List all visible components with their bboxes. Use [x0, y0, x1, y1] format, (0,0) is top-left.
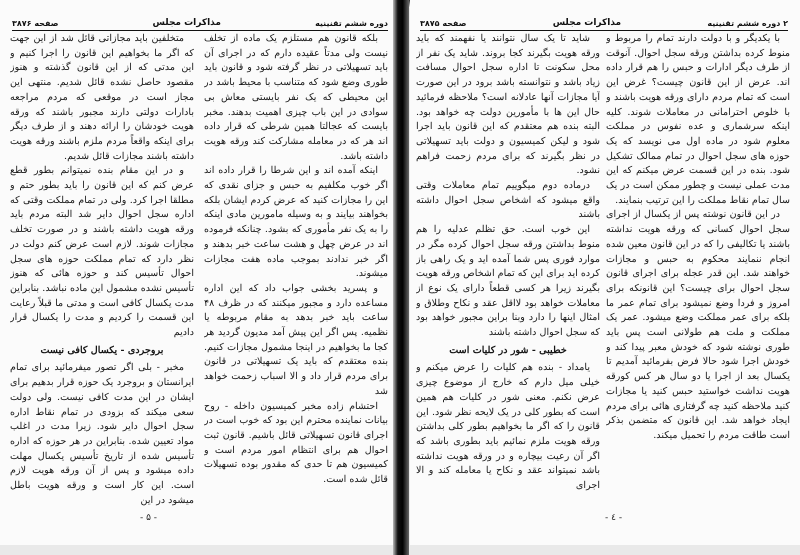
header-title: مذاکرات مجلس [152, 18, 221, 28]
page-header [12, 12, 388, 31]
paragraph: اینکه آمده اند و این شرطا را قرار داده اند اگر خوب مکلفیم به حبس و جزای نقدی که این را مجازات کنید که عرض کردم ایشان بلکه بخواهند بیایند و به وسیله مامورین مادی اینکه را به یک نفر مأموری که بشود. چنانکه فرموده اند در عرض چهل و هشت ساعت خبر بدهند و اگر خبر ندادند بموجب ماده هفت مجازات میشوند. [204, 165, 388, 280]
page-footer-number: - ٤ - [605, 513, 623, 523]
paragraph: بلکه قانون هم مستلزم یک ماده از تخلف نیست ولی مدتاً عقیده دارم که در اجرای آن باید تسهیلاتی در نظر گرفته شود و قانون باید طوری وضع شود که متناسب با محیط باشد در این محیطی که یک نفر بایستی معاش بی سوادی در این باب چیزی اهمیت بدهند. مخبر بایست که عجالتا همین شرطی که قرار داده اند هر که در معامله مشارکت کند ورقه هویت داشته باشد. [204, 33, 388, 162]
page-footer-number: - ۵ - [140, 513, 158, 523]
header-title: مذاکرات مجلس [552, 18, 622, 28]
section-heading: خطیبی - شور در کلیات است [449, 344, 567, 356]
paragraph: یامداد - بنده هم کلیات را عرض میکنم و خیلی میل دارم که خارج از موضوع چیزی عرض نکنم. معنی شور در کلیات هم همین است که بطور کلی در یک لایحه نظر شود. این قانون را که اگر ما بخواهیم بطور کلی بداشتن ورقه هویت ملزم نمائیم باید بطوری باشد که اگر آن رعیت بیچاره و در ورقه هویت نداشته باشد نمیتواند عقد و نکاح یا معامله کند و الا اجرای [416, 362, 600, 492]
header-page-number: صفحه ۳۸۷۵ [420, 19, 467, 28]
header-session: ۲ دوره ششم تقنینیه [707, 19, 788, 28]
paragraph: این خوب است. حق تظلم عدلیه را هم منوط بداشتن ورقه سجل احوال کرده مگر در موارد فوری پس شما آمده اید و یک راهی باز کرده اید برای این که تمام اشخاص ورقه هویت بگیرند زیرا هر کسی قطعاً دارای یک نوع از معاملات خواهد بود لااقل عقد و نکاح وطلاق و امثال اینها را دارد وبنا براین مجبور خواهد بود که سجل احوال داشته باشند [416, 224, 600, 339]
paragraph: مخبر - بلی اگر تصور میفرمائید برای تمام ایرانستان و بروجرد یک حوزه قرار بدهیم برای ایشان در این مدت کافی نیست. ولی دولت سعی میکند که بزودی در تمام نقاط اداره سجل احوال دایر شود. زیرا مدت در اغلب مواد تعیین شده. بنابراین در هر حوزه که اداره تأسیس شده از تاریخ تأسیس یکسال مهلت داده میشود و پس از آن ورقه هویت لازم است. این کار است و ورقه هویت باطل میشود در این [10, 362, 194, 506]
paragraph: و پسرید بخشی جواب داد که این اداره مساعده دارد و مجبور میکنند که در ظرف ۴۸ ساعت باید خبر بدهد به مقام مربوطه یا نظمیه. پس اگر این پیش آمد مدیون گردید هر کجا ما بخواهیم در اینجا مشمول مجازات کنیم. بنده معتقدم که باید یک تسهیلاتی در قانون برای مردم قرار داد و الا اسباب زحمت خواهد شد [204, 282, 388, 397]
section-heading: بروجردی - یکسال کافی نیست [40, 344, 164, 356]
paragraph: با یکدیگر و با دولت دارند تمام را مربوط و منوط کرده بداشتن ورقه سجل احوال. آنوقت از طرف دیگر ادارات و حبس را هم قرار داده اند. عرض از این قانون چیست؟ غرض این است که تمام مردم دارای ورقه هویت باشند و با خلوص احترامانی در معاملات شوند. کلیه اینکه سرشماری و عده نفوس در مملکت معلوم شود در ماده اول می نویسد که یک حوزه های سجل احوال در تمام ممالک تشکیل شود. بنده در این قسمت عرض میکنم که این مدت عملی نیست و چطور ممکن است در یک سال تمام نقاط مملکت را این ترتیب بنمایند. [606, 33, 790, 206]
right-page [410, 0, 800, 545]
paragraph: در این قانون نوشته پس از یکسال از اجرای سجل احوال کسانی که ورقه هویت نداشته باشند یا تکالیفی را که در این قانون معین شده انجام ننمایند محکوم به حبس و مجازات خواهند شد. این قدر عجله برای اجرای قانون سجل احوال برای چیست؟ این قانونکه برای امروز و فردا وضع نمیشود برای تمام عمر ما بلکه برای عمر مملکت وضع میشود. عمر یک مملکت و ملت هم طولانی است پس باید طوری نوشته شود که خودش معبر پیدا کند و خودش اجرا شود حالا فرض بفرمائید آمدیم تا یکسال بعد از اجرا یا دو سال هر کس کورقه هویت نداشت خواستید حبس کنید یا مجازات کنید ملاحظه کنید چه گرفتاری هائی برای مردم ایجاد خواهد شد. این قانون که متضمن بذکر است طاقت مردم را تحمیل میکند. [606, 209, 790, 441]
header-session: دوره ششم تقنینیه [315, 19, 388, 28]
book-gutter [393, 0, 409, 555]
paragraph: و در این مقام بنده نمیتوانم بطور قطع عرض کنم که این قانون را باید بطور حتم و مطلقا اجرا کرد. ولی در تمام مملکت وقتی که اداره سجل احوال دایر شد البته مردم باید ورقه هویت داشته باشند و در صورت تخلف مجازات شوند. لازم است عرض کنم دولت در نظر دارد که تمام مملکت حوزه های سجل احوال تأسیس کند و حوزه هائی که هنوز تأسیس نشده مشمول این ماده نباشد. بنابراین مدت یکسال کافی است و مدتی ما قبلاً رعایت این قسمت را کردیم و مدت را یکسال قرار دادیم [10, 165, 194, 339]
text-column-right [606, 32, 790, 520]
text-column-right [204, 32, 388, 520]
paragraph: متخلفین باید مجازاتی قائل شد از این جهت که اگر ما بخواهیم این قانون را اجرا کنیم و این مدتی که از این قانون گذشته و هنوز مقصود حاصل نشده قائل شدیم. منتهی این مجاز است در موقعی که مردم مراجعه بادارات دولتی دارند مجبور باشند که ورقه هویت خودشان را ارائه دهند و از طرف دیگر برای اینکه واقعاً مردم ملزم باشند ورقه هویت داشته باشند مجازات قائل شدیم. [10, 33, 194, 162]
paragraph: درماده دوم میگوییم تمام معاملات وقتی واقع میشود که اشخاص سجل احوال داشته باشند [416, 180, 600, 221]
page-header [420, 12, 788, 31]
text-column-left [10, 32, 194, 520]
paragraph: احتشام زاده مخبر کمیسیون داخله - روح بیانات نماینده محترم این بود که خوب است در اجرای قانون تسهیلاتی قائل باشیم. قانون ثبت احوال هم برای انتظام امور مردم است و کمیسیون هم تا حدی که مقدور بوده تسهیلات قائل شده است. [204, 400, 388, 486]
header-page-number: صفحه ۳۸۷۶ [12, 19, 59, 28]
text-column-left [416, 32, 600, 520]
left-page [0, 0, 396, 545]
paragraph: شاید تا یک سال نتوانند یا نفهمند که باید ورقه هویت بگیرند کجا بروند. شاید یک نفر از محل سکونت تا اداره سجل احوال مسافت زیاد باشد و نتوانسته باشد برود در این صورت آیا مجازات آنها عادلانه است؟ ملاحظه فرمائید حال این ها با مأمورین دولت چه خواهد بود. البته بنده هم معتقدم که این قانون باید اجرا شود و لیکن کمیسیون و دولت باید تسهیلاتی در نظر بگیرند که برای مردم زحمت فراهم نشود. [416, 33, 600, 177]
